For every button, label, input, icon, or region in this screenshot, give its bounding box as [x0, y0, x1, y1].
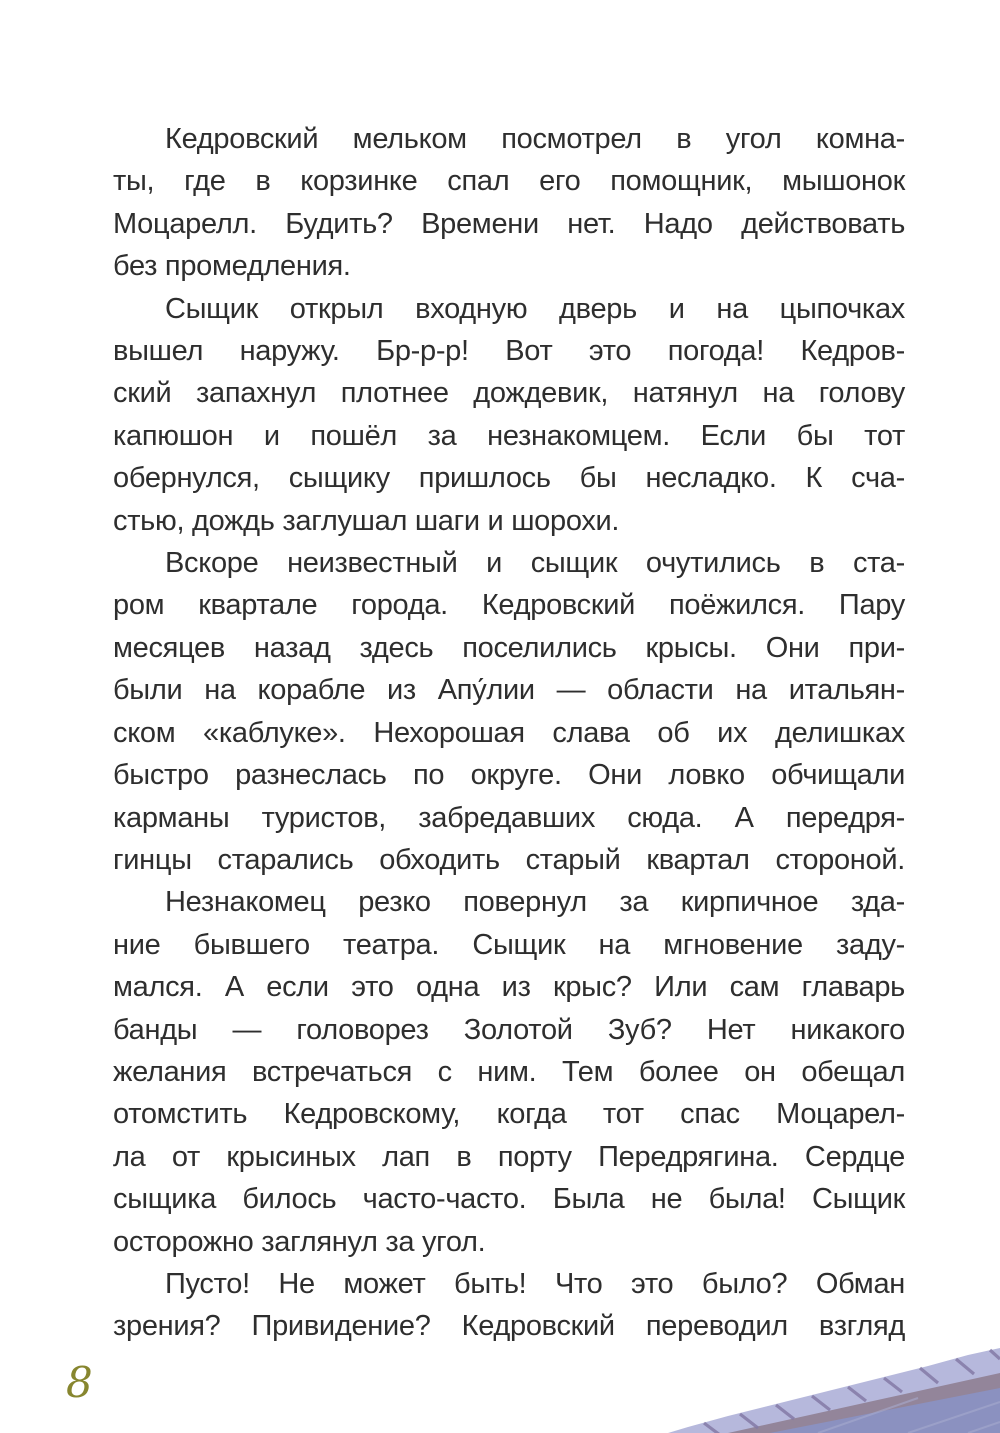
text-line: карманы туристов, забредавших сюда. А передря- — [113, 801, 905, 834]
roof-illustration — [668, 1336, 1000, 1433]
text-line: месяцев назад здесь поселились крысы. Они при- — [113, 631, 905, 664]
paragraph — [113, 881, 905, 1263]
text-line: осторожно заглянул за угол. — [113, 1225, 486, 1258]
text-line: ла от крысиных лап в порту Передрягина. Сердце — [113, 1140, 905, 1173]
text-line: капюшон и пошёл за незнакомцем. Если бы тот — [113, 419, 905, 452]
paragraph — [113, 288, 905, 542]
text-line: ты, где в корзинке спал его помощник, мышонок — [113, 165, 905, 198]
text-line: зрения? Привидение? Кедровский переводил взгляд — [113, 1310, 905, 1343]
text-line: без промедления. — [113, 250, 351, 283]
text-line: вышел наружу. Бр-р-р! Вот это погода! Кедров- — [113, 335, 905, 368]
text-line: Вскоре неизвестный и сыщик очутились в ста- — [165, 547, 905, 580]
text-block — [113, 118, 905, 1348]
text-line: были на корабле из Апу́лии — области на итальян- — [113, 674, 905, 707]
paragraph — [113, 542, 905, 881]
text-line: ром квартале города. Кедровский поёжился. Пару — [113, 589, 905, 622]
text-line: ском «каблуке». Нехорошая слава об их делишках — [113, 716, 905, 749]
text-line: стью, дождь заглушал шаги и шорохи. — [113, 504, 620, 537]
text-line: ние бывшего театра. Сыщик на мгновение заду- — [113, 928, 905, 961]
text-line: банды — головорез Золотой Зуб? Нет никакого — [113, 1013, 905, 1046]
text-line: Моцарелл. Будить? Времени нет. Надо действовать — [113, 207, 905, 240]
text-line: Пусто! Не может быть! Что это было? Обман — [165, 1267, 905, 1300]
text-line: обернулся, сыщику пришлось бы несладко. К сча- — [113, 462, 905, 495]
text-line: Незнакомец резко повернул за кирпичное зда- — [165, 886, 905, 919]
text-line: гинцы старались обходить старый квартал стороной. — [113, 843, 905, 876]
text-line: Сыщик открыл входную дверь и на цыпочках — [165, 292, 905, 325]
text-line: быстро разнеслась по округе. Они ловко обчищали — [113, 759, 905, 792]
text-line: отомстить Кедровскому, когда тот спас Моцарел- — [113, 1098, 905, 1131]
text-line: желания встречаться с ним. Тем более он обещал — [113, 1055, 905, 1088]
text-line: мался. А если это одна из крыс? Или сам главарь — [113, 971, 905, 1004]
text-line: ский запахнул плотнее дождевик, натянул на голову — [113, 377, 905, 410]
text-line: сыщика билось часто-часто. Была не была! Сыщик — [113, 1183, 905, 1216]
paragraph — [113, 118, 905, 288]
page-number: 8 — [66, 1358, 93, 1407]
text-line: Кедровский мельком посмотрел в угол комна- — [165, 123, 905, 155]
